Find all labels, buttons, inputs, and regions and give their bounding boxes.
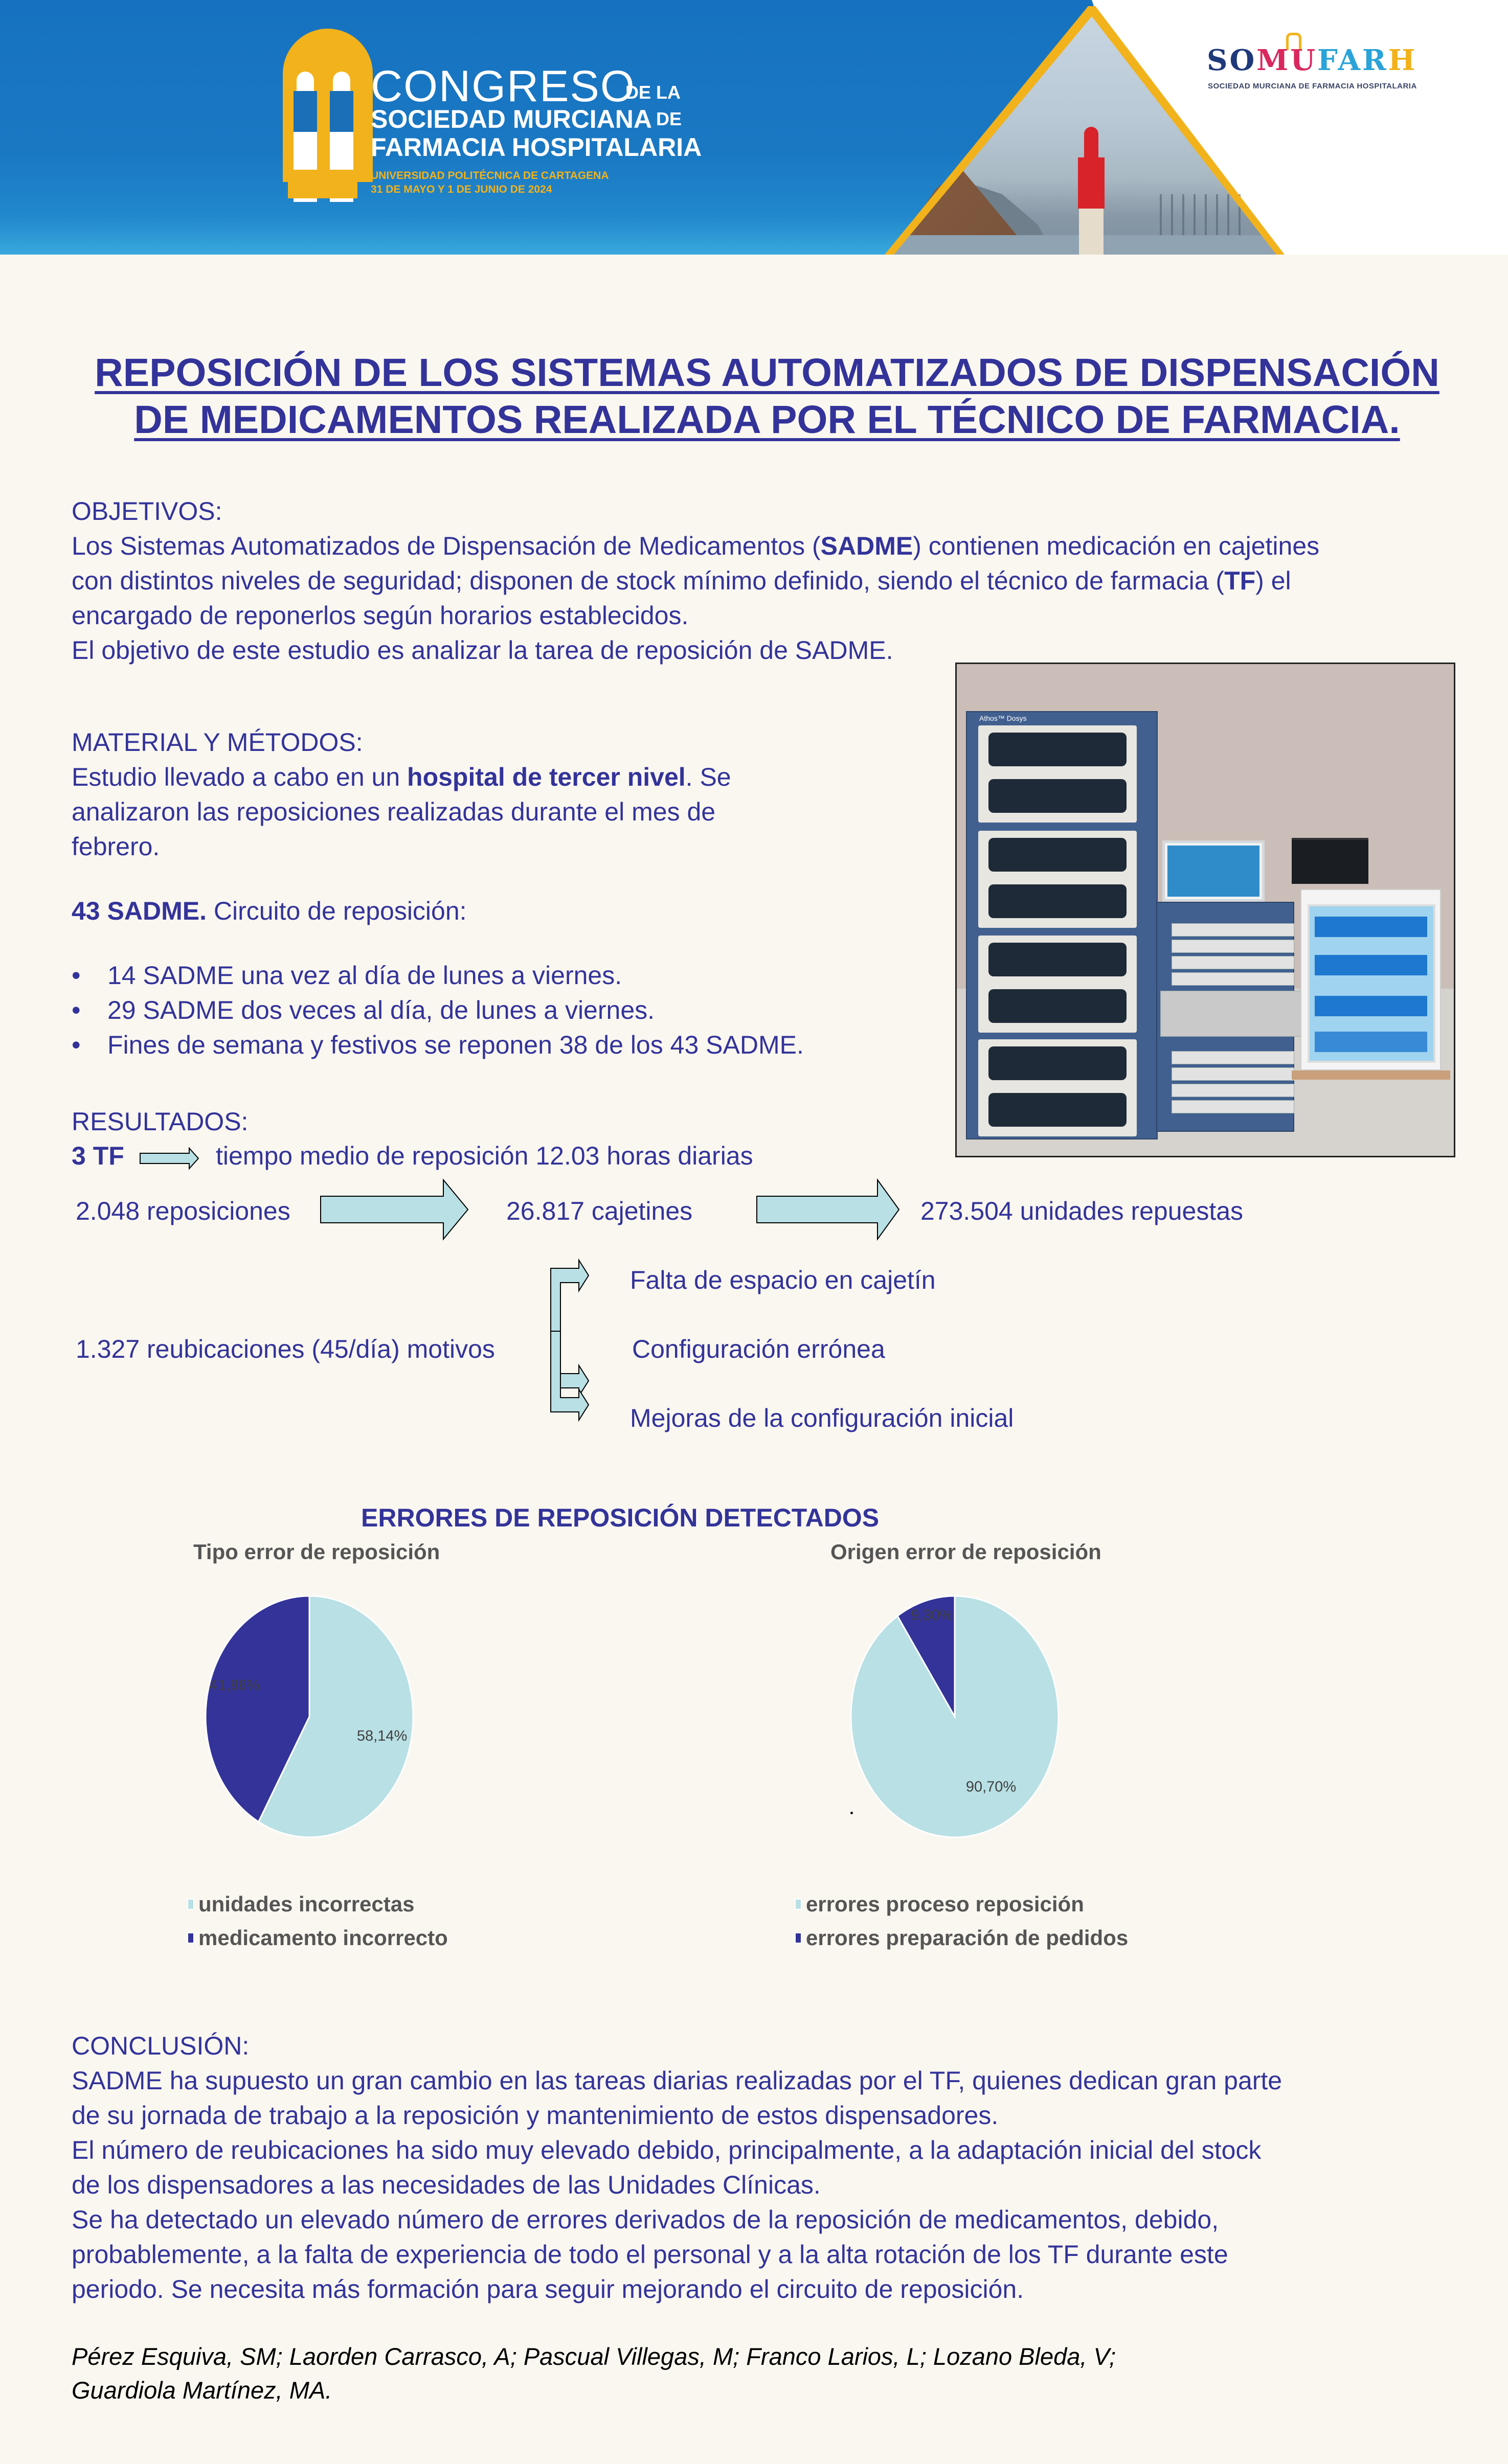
text: Estudio llevado a cabo en un — [72, 763, 408, 791]
fridge-table — [1292, 1070, 1450, 1080]
title-line-2: DE MEDICAMENTOS REALIZADA POR EL TÉCNICO DE FARMACIA. — [134, 398, 1400, 442]
conclusion-line: Se ha detectado un elevado número de errores derivados de la reposición de medicamentos, debido, — [72, 2205, 1219, 2234]
text: con distintos niveles de seguridad; disponen de stock mínimo definido, siendo el técnico de farmacia ( — [72, 566, 1225, 595]
somufarh-logo-part: U — [1290, 43, 1318, 77]
motivo-configuracion-erronea: Configuración errónea — [632, 1335, 885, 1363]
flow-step-cajetines: 26.817 cajetines — [506, 1197, 693, 1225]
section-conclusion — [72, 2028, 1493, 2307]
congress-venue: UNIVERSIDAD POLITÉCNICA DE CARTAGENA — [371, 170, 609, 181]
chart-1-title: Tipo error de reposición — [193, 1540, 440, 1564]
metodos-text: analizaron las reposiciones realizadas durante el mes de — [72, 797, 716, 826]
legend-label: medicamento incorrecto — [198, 1926, 448, 1950]
somufarh-logo-part: H — [1388, 43, 1417, 77]
authors-line-1: Pérez Esquiva, SM; Laorden Carrasco, A; Pascual Villegas, M; Franco Larios, L; Lozano Bleda, V; — [72, 2343, 1116, 2370]
text: Los Sistemas Automatizados de Dispensación de Medicamentos ( — [72, 532, 821, 560]
list-item-text: Fines de semana y festivos se reponen 38 de los 43 SADME. — [107, 1031, 804, 1059]
lighthouse-icon — [1078, 127, 1105, 255]
flow-step-unidades: 273.504 unidades repuestas — [920, 1197, 1244, 1225]
sadme-count-bold: 43 SADME. — [72, 897, 207, 925]
flow-step-reposiciones: 2.048 reposiciones — [76, 1197, 290, 1225]
conclusion-line: probablemente, a la falta de experiencia de todo el personal y a la alta rotación de los TF durante este — [72, 2240, 1228, 2269]
poster-header — [0, 0, 1508, 255]
legend-label: errores proceso reposición — [806, 1892, 1084, 1916]
chart-2-title: Origen error de reposición — [830, 1540, 1101, 1564]
chart-2-legend — [795, 1887, 1128, 1955]
arrow-right-icon — [139, 1147, 200, 1170]
port-cranes — [1151, 194, 1243, 235]
legend-label: errores preparación de pedidos — [806, 1926, 1129, 1950]
list-item-text: 29 SADME dos veces al día, de lunes a viernes. — [107, 996, 655, 1024]
legend-item — [795, 1921, 1128, 1955]
legend-item — [187, 1921, 448, 1955]
somufarh-subtitle: SOCIEDAD MURCIANA DE FARMACIA HOSPITALARIA — [1208, 82, 1417, 90]
metodos-heading: MATERIAL Y MÉTODOS: — [72, 728, 363, 757]
objetivos-paragraph — [72, 529, 1493, 563]
conclusion-heading: CONCLUSIÓN: — [72, 2032, 250, 2060]
conclusion-line: SADME ha supuesto un gran cambio en las tareas diarias realizadas por el TF, quienes dedican gran parte — [72, 2066, 1282, 2095]
pie-chart-tipo-error — [204, 1594, 415, 1839]
arrow-right-icon — [756, 1179, 904, 1240]
tf-count: 3 TF — [72, 1142, 124, 1170]
list-item: • Fines de semana y festivos se reponen 38 de los 43 SADME. — [72, 1031, 804, 1059]
charts-title: ERRORES DE REPOSICIÓN DETECTADOS — [361, 1503, 880, 1532]
circuit-list — [72, 958, 941, 1062]
list-item-text: 14 SADME una vez al día de lunes a viernes. — [107, 961, 622, 990]
section-objetivos — [72, 494, 1493, 668]
list-item: • 29 SADME dos veces al día, de lunes a viernes. — [72, 996, 655, 1024]
conclusion-line: periodo. Se necesita más formación para seguir mejorando el circuito de reposición. — [72, 2275, 1024, 2303]
list-item: • 14 SADME una vez al día de lunes a viernes. — [72, 961, 622, 990]
tf-summary — [72, 1138, 124, 1173]
legend-swatch-icon — [795, 1932, 802, 1944]
chart-1-legend — [187, 1887, 448, 1955]
sadme-fridge — [1300, 889, 1441, 1070]
reubicaciones-summary: 1.327 reubicaciones (45/día) motivos — [76, 1335, 495, 1363]
sadme-drawer-unit — [1156, 902, 1294, 1132]
legend-swatch-icon — [187, 1932, 194, 1944]
somufarh-logo-part: SO — [1207, 43, 1257, 77]
title-line-1: REPOSICIÓN DE LOS SISTEMAS AUTOMATIZADOS DE DISPENSACIÓN — [95, 351, 1439, 395]
pie-data-label: 90,70% — [965, 1778, 1017, 1795]
somufarh-logo-part: FAR — [1317, 43, 1388, 77]
text: ) el — [1255, 566, 1291, 595]
congress-logo-pharmacy: FARMACIA HOSPITALARIA — [371, 133, 702, 162]
pie-chart-origen-error — [849, 1594, 1061, 1839]
resultados-heading: RESULTADOS: — [72, 1107, 249, 1136]
motivo-falta-espacio: Falta de espacio en cajetín — [630, 1266, 936, 1294]
pie-data-label: 9,30% — [911, 1607, 953, 1624]
term-sadme: SADME — [820, 532, 913, 560]
sadme-monitor — [1162, 840, 1265, 902]
legend-item — [795, 1887, 1128, 1921]
legend-label: unidades incorrectas — [198, 1892, 415, 1916]
arrow-right-icon — [320, 1179, 473, 1240]
objetivos-paragraph: encargado de reponerlos según horarios establecidos. — [72, 601, 689, 630]
conclusion-line: de los dispensadores a las necesidades de las Unidades Clínicas. — [72, 2171, 821, 2199]
header-blue-background — [0, 0, 1508, 255]
tf-time: tiempo medio de reposición 12.03 horas diarias — [216, 1142, 753, 1170]
objetivos-paragraph: El objetivo de este estudio es analizar la tarea de reposición de SADME. — [72, 636, 893, 665]
hospital-level: hospital de tercer nivel — [407, 763, 686, 791]
ups-units — [1292, 838, 1368, 884]
motivo-mejoras-configuracion: Mejoras de la configuración inicial — [630, 1404, 1014, 1432]
authors — [72, 2340, 1116, 2407]
conclusion-line: El número de reubicaciones ha sido muy elevado debido, principalmente, a la adaptación inicial del stock — [72, 2136, 1262, 2164]
stray-dot — [850, 1812, 853, 1814]
objetivos-paragraph — [72, 563, 1493, 598]
sadme-count — [72, 894, 941, 928]
legend-swatch-icon — [795, 1899, 802, 1910]
text: . Se — [685, 763, 731, 791]
congress-logo-de: DE — [656, 108, 682, 129]
sadme-photo — [955, 663, 1455, 1157]
section-metodos — [72, 725, 941, 1062]
congress-logo-de-la: DE LA — [625, 82, 681, 103]
congress-logo-title: CONGRESO — [371, 62, 636, 111]
legend-item — [187, 1887, 448, 1921]
pie-data-label: 41,86% — [209, 1677, 260, 1694]
congress-logo-society: SOCIEDAD MURCIANA — [371, 105, 652, 133]
congress-logo-venue-dates — [371, 169, 609, 197]
sadme-cabinet — [966, 711, 1158, 1139]
congress-dates: 31 DE MAYO Y 1 DE JUNIO DE 2024 — [371, 184, 552, 196]
metodos-text — [72, 760, 941, 794]
somufarh-logo — [1207, 43, 1417, 77]
text: Circuito de reposición: — [206, 897, 467, 925]
legend-swatch-icon — [187, 1899, 194, 1910]
somufarh-logo-part: M — [1256, 43, 1291, 77]
cabinet-brand: Athos™ Dosys — [979, 714, 1027, 722]
metodos-text: febrero. — [72, 832, 160, 861]
branch-arrows-icon — [549, 1252, 611, 1436]
congress-logo-square — [288, 170, 357, 198]
term-tf: TF — [1224, 566, 1256, 595]
poster-title — [51, 349, 1483, 443]
pie-data-label: 58,14% — [356, 1728, 408, 1745]
conclusion-line: de su jornada de trabajo a la reposición y mantenimiento de estos dispensadores. — [72, 2101, 999, 2130]
authors-line-2: Guardiola Martínez, MA. — [72, 2377, 332, 2404]
objetivos-heading: OBJETIVOS: — [72, 497, 222, 526]
text: ) contienen medicación en cajetines — [913, 532, 1320, 560]
